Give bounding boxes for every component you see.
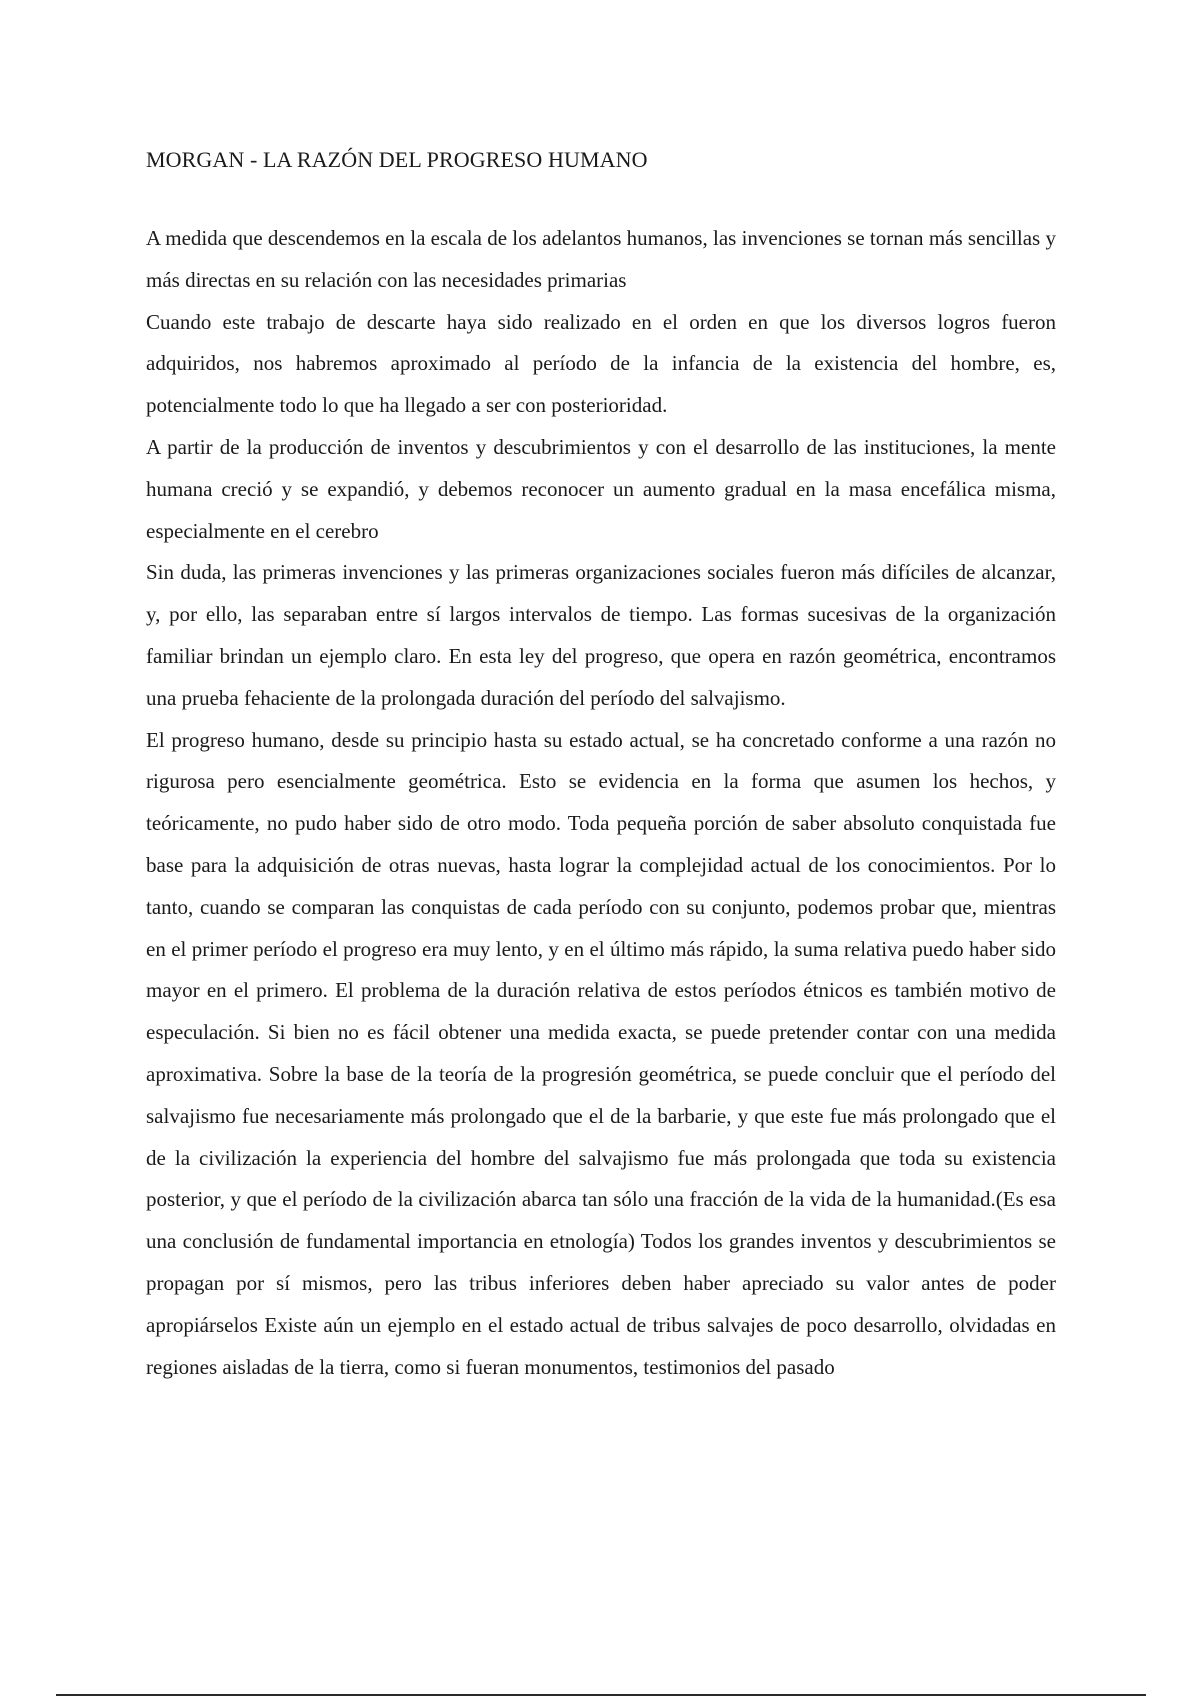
document-title: MORGAN - LA RAZÓN DEL PROGRESO HUMANO	[146, 147, 648, 172]
document-body	[146, 218, 1056, 1388]
page-bottom-divider	[56, 1694, 1146, 1696]
paragraph: El progreso humano, desde su principio hasta su estado actual, se ha concretado conforme a una razón no rigurosa pero esencialmente geométrica. Esto se evidencia en la forma que asumen los hechos, y teóricamente, no pudo haber sido de otro modo. Toda pequeña porción de saber absoluto conquistada fue base para la adquisición de otras nuevas, hasta lograr la complejidad actual de los conocimientos. Por lo tanto, cuando se comparan las conquistas de cada período con su conjunto, podemos probar que, mientras en el primer período el progreso era muy lento, y en el último más rápido, la suma relativa puedo haber sido mayor en el primero. El problema de la duración relativa de estos períodos étnicos es también motivo de especulación. Si bien no es fácil obtener una medida exacta, se puede pretender contar con una medida aproximativa. Sobre la base de la teoría de la progresión geométrica, se puede concluir que el período del salvajismo fue necesariamente más prolongado que el de la barbarie, y que este fue más prolongado que el de la civilización la experiencia del hombre del salvajismo fue más prolongada que toda su existencia posterior, y que el período de la civilización abarca tan sólo una fracción de la vida de la humanidad.(Es esa una conclusión de fundamental importancia en etnología) Todos los grandes inventos y descubrimientos se propagan por sí mismos, pero las tribus inferiores deben haber apreciado su valor antes de poder apropiárselos Existe aún un ejemplo en el estado actual de tribus salvajes de poco desarrollo, olvidadas en regiones aisladas de la tierra, como si fueran monumentos, testimonios del pasado	[146, 727, 1056, 1379]
paragraph: A medida que descendemos en la escala de los adelantos humanos, las invenciones se tornan más sencillas y más directas en su relación con las necesidades primarias	[146, 226, 1056, 292]
paragraph: A partir de la producción de inventos y descubrimientos y con el desarrollo de las instituciones, la mente humana creció y se expandió, y debemos reconocer un aumento gradual en la masa encefálica misma, especialmente en el cerebro	[146, 434, 1056, 543]
paragraph: Cuando este trabajo de descarte haya sido realizado en el orden en que los diversos logros fueron adquiridos, nos habremos aproximado al período de la infancia de la existencia del hombre, es, potencialmente todo lo que ha llegado a ser con posterioridad.	[146, 309, 1056, 418]
paragraph: Sin duda, las primeras invenciones y las primeras organizaciones sociales fueron más difíciles de alcanzar, y, por ello, las separaban entre sí largos intervalos de tiempo. Las formas sucesivas de la organización familiar brindan un ejemplo claro. En esta ley del progreso, que opera en razón geométrica, encontramos una prueba fehaciente de la prolongada duración del período del salvajismo.	[146, 560, 1056, 710]
